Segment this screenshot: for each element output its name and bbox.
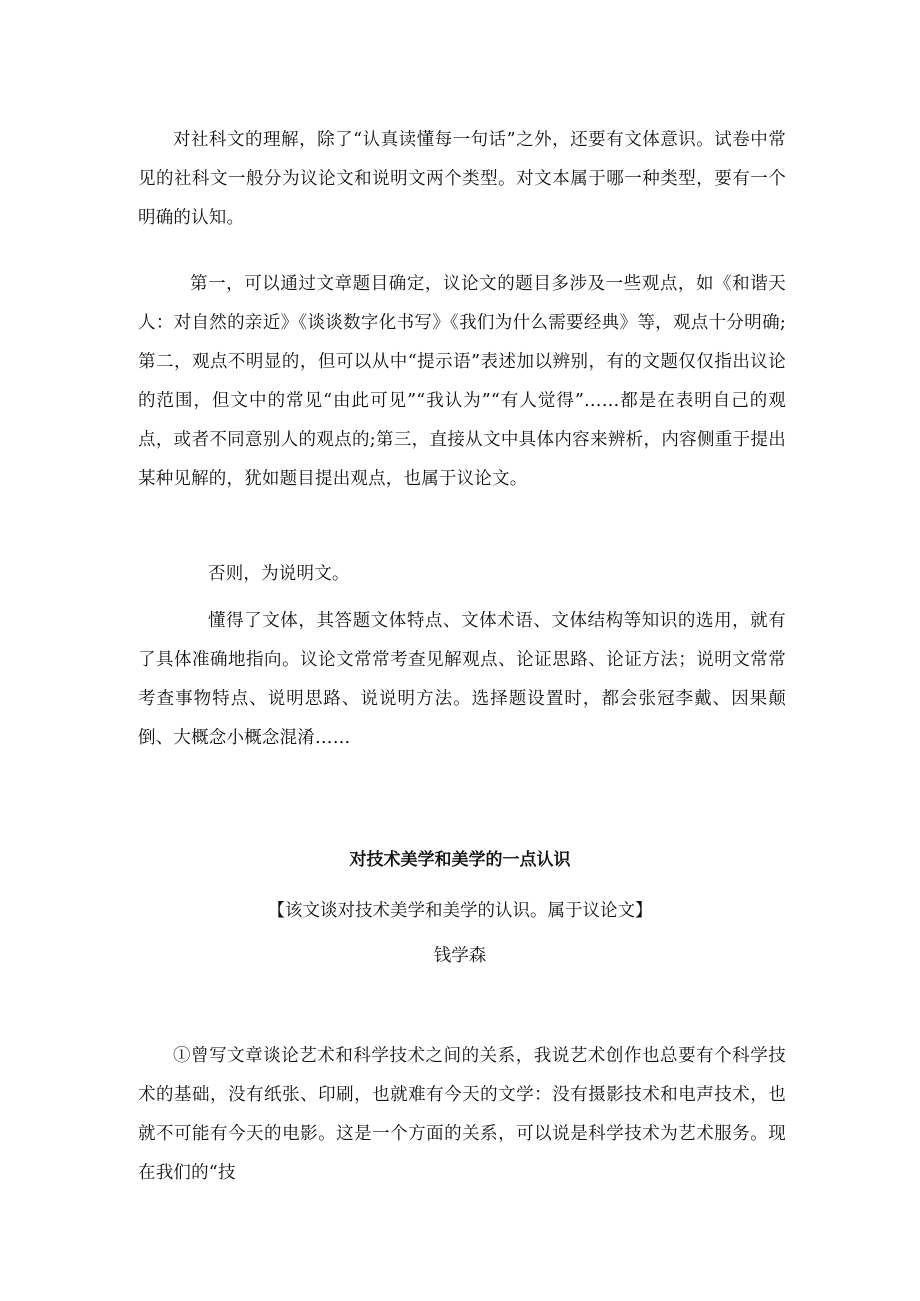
intro-paragraph-4: 懂得了文体，其答题文体特点、文体术语、文体结构等知识的选用，就有了具体准确地指向。议论文常常考查见解观点、论证思路、论证方法；说明文常常考查事物特点、说明思路、说说明方法。选择题设置时，都会张冠李戴、因果颠倒、大概念小概念混淆……	[138, 611, 786, 748]
intro-paragraph-1: 对社科文的理解，除了“认真读懂每一句话”之外，还要有文体意识。试卷中常见的社科文一般分为议论文和说明文两个类型。对文本属于哪一种类型，要有一个明确的认知。	[138, 130, 786, 228]
article-paragraph-1: ①曾写文章谈论艺术和科学技术之间的关系，我说艺术创作也总要有个科学技术的基础，没有纸张、印刷，也就难有今天的文学：没有摄影技术和电声技术，也就不可能有今天的电影。这是一个方面的关系，可以说是科学技术为艺术服务。现在我们的“技	[138, 1046, 786, 1183]
intro-paragraph-2: 第一，可以通过文章题目确定，议论文的题目多涉及一些观点，如《和谐天人：对自然的亲近》《谈谈数字化书写》《我们为什么需要经典》等，观点十分明确;第二，观点不明显的，但可以从中“提示语”表述加以辨别，有的文题仅仅指出议论的范围，但文中的常见“由此可见”“我认为”“有人觉得”……都是在表明自己的观点，或者不同意别人的观点的;第三，直接从文中具体内容来辨析，内容侧重于提出某种见解的，犹如题目提出观点，也属于议论文。	[138, 274, 786, 489]
article-author: 钱学森	[433, 946, 487, 966]
article-note: 【该文谈对技术美学和美学的认识。属于议论文】	[267, 901, 653, 921]
intro-paragraph-3: 否则，为说明文。	[208, 564, 350, 584]
article-title: 对技术美学和美学的一点认识	[349, 850, 571, 870]
